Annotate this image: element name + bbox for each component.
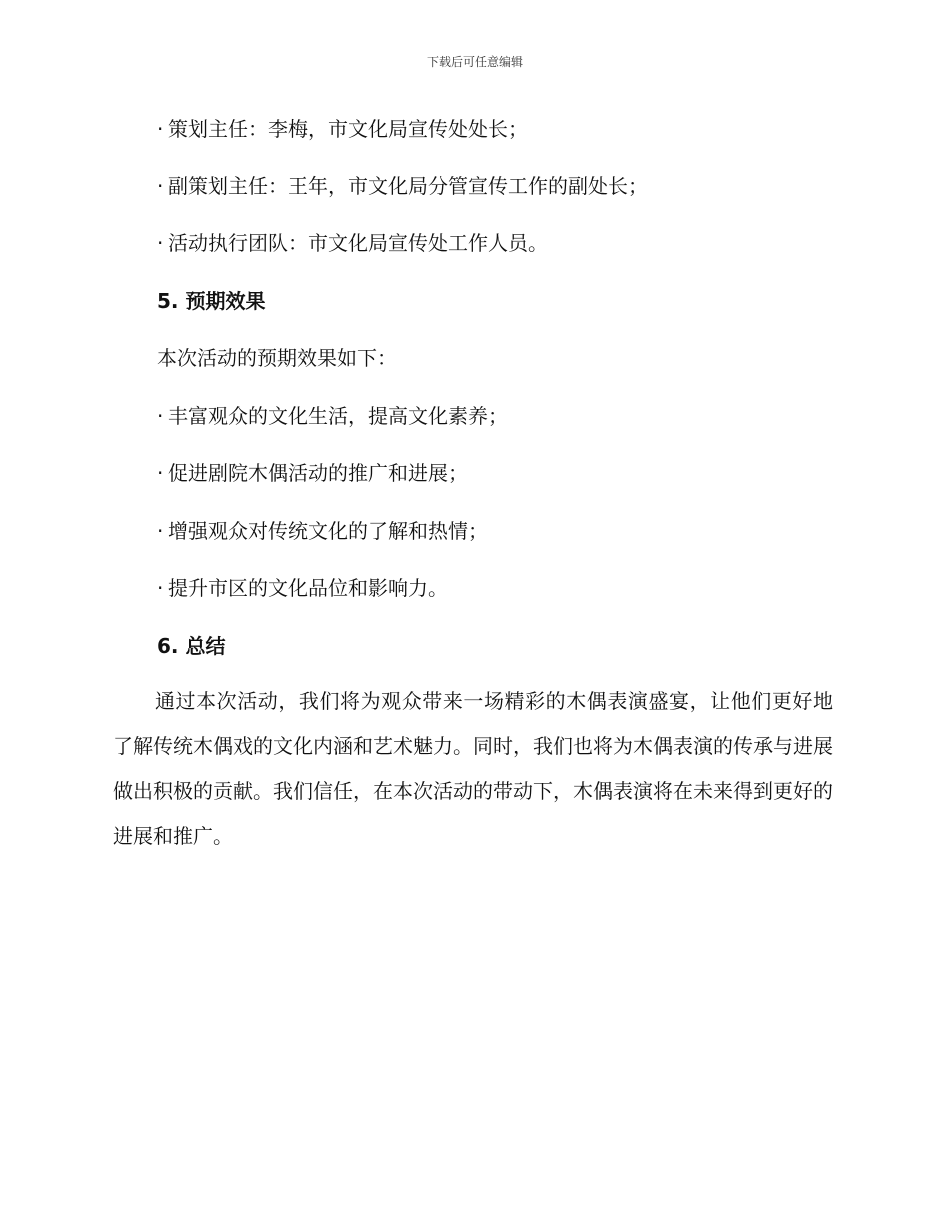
list-item-text: 提升市区的文化品位和影响力。 — [168, 576, 448, 600]
list-item-text: 促进剧院木偶活动的推广和进展； — [168, 461, 468, 485]
list-item — [157, 573, 448, 603]
list-item-text: 丰富观众的文化生活，提高文化素养； — [168, 404, 508, 428]
list-item-text: 活动执行团队：市文化局宣传处工作人员。 — [168, 231, 548, 255]
section-heading-6: 6. 总结 — [157, 634, 226, 658]
bullet-icon: · — [157, 117, 164, 141]
list-item — [157, 114, 528, 144]
list-item — [157, 401, 508, 431]
bullet-icon: · — [157, 461, 164, 485]
summary-paragraph: 通过本次活动，我们将为观众带来一场精彩的木偶表演盛宴，让他们更好地了解传统木偶戏的文化内涵和艺术魅力。同时，我们也将为木偶表演的传承与进展做出积极的贡献。我们信任，在本次活动的带动下，木偶表演将在未来得到更好的进展和推广。 — [113, 689, 833, 848]
list-item-text: 副策划主任：王年，市文化局分管宣传工作的副处长； — [168, 174, 648, 198]
bullet-icon: · — [157, 231, 164, 255]
bullet-icon: · — [157, 519, 164, 543]
bullet-icon: · — [157, 404, 164, 428]
list-item-text: 增强观众对传统文化的了解和热情； — [168, 519, 488, 543]
list-item — [157, 228, 548, 258]
list-item — [157, 171, 648, 201]
list-item — [157, 458, 468, 488]
section-intro: 本次活动的预期效果如下： — [157, 346, 397, 370]
bullet-icon: · — [157, 174, 164, 198]
list-item-text: 策划主任：李梅，市文化局宣传处处长； — [168, 117, 528, 141]
bullet-icon: · — [157, 576, 164, 600]
list-item — [157, 516, 488, 546]
section-heading-5: 5. 预期效果 — [157, 289, 266, 313]
page-header: 下载后可任意编辑 — [426, 55, 523, 69]
